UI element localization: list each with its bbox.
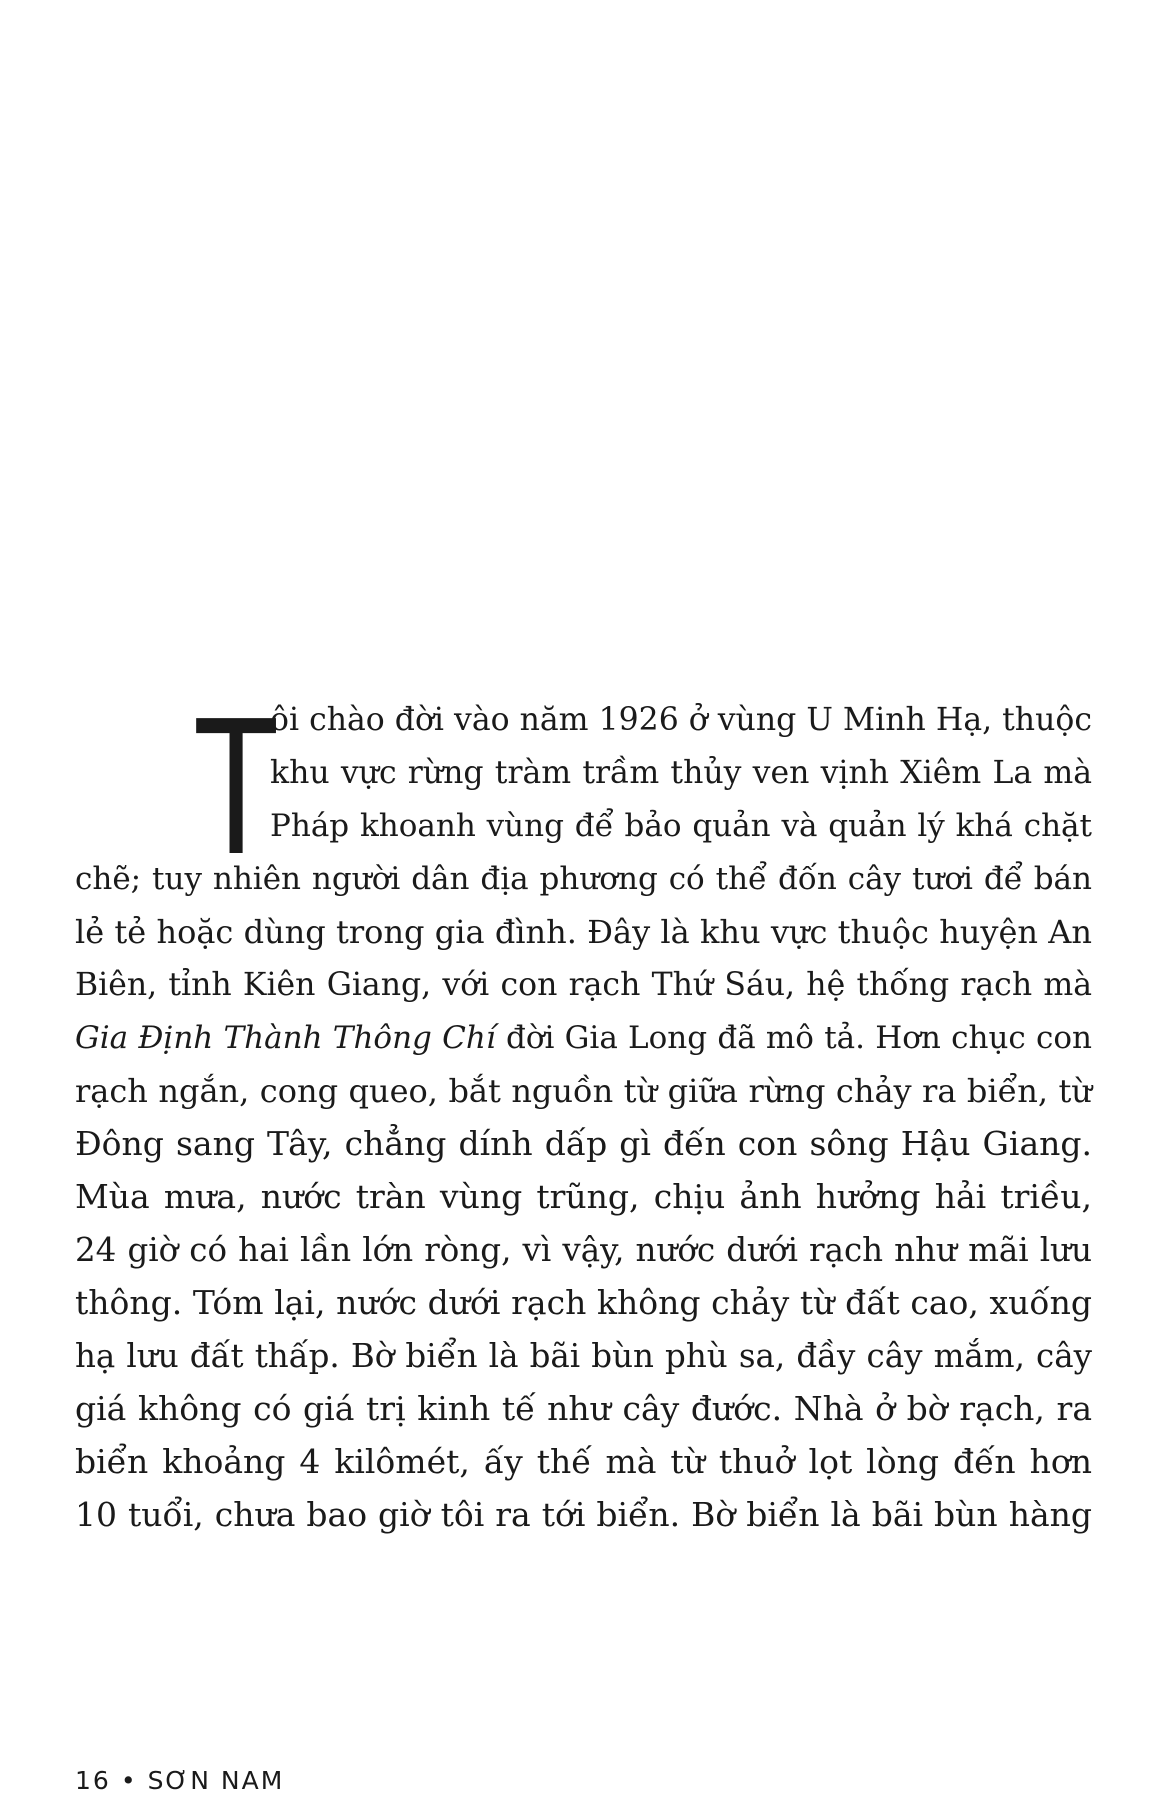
page-number: 16 [75,1766,111,1795]
text-line: Biên, tỉnh Kiên Giang, với con rạch Thứ Sáu, hệ thống rạch mà [75,967,1092,1003]
footer-separator: • [120,1766,138,1795]
text-line: Mùa mưa, nước tràn vùng trũng, chịu ảnh hưởng hải triều, [75,1177,1092,1216]
drop-cap-letter: T [193,676,280,895]
text-line: rạch ngắn, cong queo, bắt nguồn từ giữa rừng chảy ra biển, từ [75,1072,1092,1110]
text-line: lẻ tẻ hoặc dùng trong gia đình. Đây là khu vực thuộc huyện An [75,913,1092,951]
text-line: 10 tuổi, chưa bao giờ tôi ra tới biển. Bờ biển là bãi bùn hàng [75,1495,1092,1534]
text-line: Pháp khoanh vùng để bảo quản và quản lý khá chặt [270,808,1092,844]
text-line: hạ lưu đất thấp. Bờ biển là bãi bùn phù sa, đầy cây mắm, cây [75,1337,1092,1375]
footer-author: SƠN NAM [147,1766,285,1795]
text-line: thông. Tóm lại, nước dưới rạch không chảy từ đất cao, xuống [75,1283,1092,1322]
text-line: ôi chào đời vào năm 1926 ở vùng U Minh Hạ, thuộc [270,702,1092,738]
text-line-with-title [75,1008,1092,1068]
text-line: biển khoảng 4 kilômét, ấy thế mà từ thuở lọt lòng đến hơn [75,1442,1092,1481]
text-line: 24 giờ có hai lần lớn ròng, vì vậy, nước dưới rạch như mãi lưu [75,1231,1092,1269]
text-line: khu vực rừng tràm trầm thủy ven vịnh Xiêm La mà [270,755,1092,791]
text-line: chẽ; tuy nhiên người dân địa phương có thể đốn cây tươi để bán [75,861,1092,897]
text-line-rest: đời Gia Long đã mô tả. Hơn chục con [506,1020,1093,1056]
text-line: giá không có giá trị kinh tế như cây đước. Nhà ở bờ rạch, ra [75,1389,1092,1428]
text-line: Đông sang Tây, chẳng dính dấp gì đến con sông Hậu Giang. [75,1124,1092,1163]
book-title: Gia Định Thành Thông Chí [75,1020,496,1056]
